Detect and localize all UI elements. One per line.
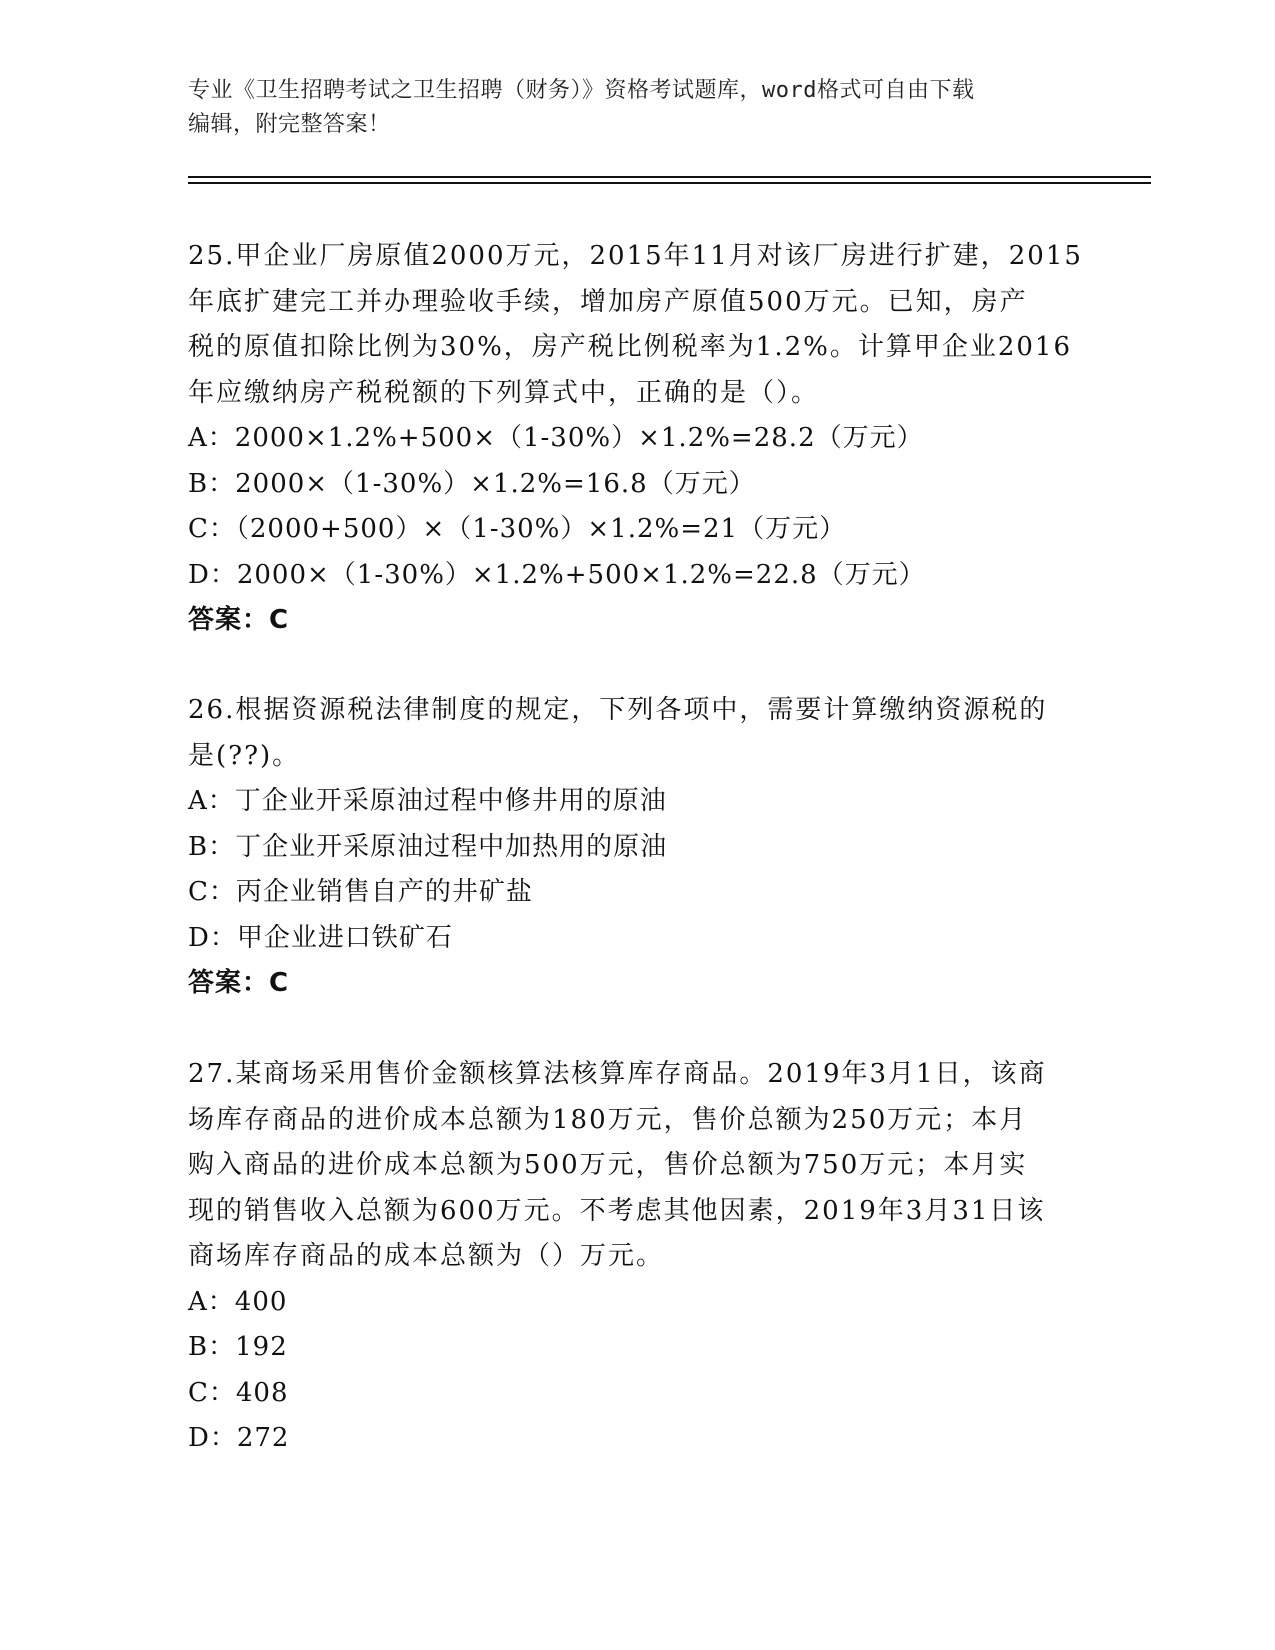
header-line-1: 专业《卫生招聘考试之卫生招聘（财务）》资格考试题库，word格式可自由下载 xyxy=(188,78,975,103)
option-c: C：（2000+500）×（1-30%）×1.2%=21（万元） xyxy=(188,514,847,544)
option-c: C：408 xyxy=(188,1377,289,1408)
stem-line: 27.某商场采用售价金额核算法核算库存商品。2019年3月1日，该商 xyxy=(188,1059,1047,1089)
stem-line: 购入商品的进价成本总额为500万元，售价总额为750万元；本月实 xyxy=(188,1150,1028,1180)
option-a: A：丁企业开采原油过程中修井用的原油 xyxy=(188,786,667,816)
stem-line: 场库存商品的进价成本总额为180万元，售价总额为250万元；本月 xyxy=(188,1104,1028,1135)
stem-line: 26.根据资源税法律制度的规定，下列各项中，需要计算缴纳资源税的 xyxy=(188,695,1048,725)
stem-line: 年应缴纳房产税税额的下列算式中，正确的是（）。 xyxy=(188,377,820,408)
option-a: A：2000×1.2%+500×（1-30%）×1.2%=28.2（万元） xyxy=(188,423,924,453)
stem-line: 商场库存商品的成本总额为（）万元。 xyxy=(188,1241,665,1271)
answer: 答案：C xyxy=(188,968,290,998)
option-a: A：400 xyxy=(188,1286,288,1317)
document-header xyxy=(188,74,1068,142)
question-26 xyxy=(188,688,1088,1007)
header-divider-top xyxy=(188,176,1151,178)
stem-line: 年底扩建完工并办理验收手续，增加房产原值500万元。已知，房产 xyxy=(188,286,1028,317)
stem-line: 是(??)。 xyxy=(188,740,301,771)
option-d: D：2000×（1-30%）×1.2%+500×1.2%=22.8（万元） xyxy=(188,559,926,590)
option-d: D：272 xyxy=(188,1423,290,1453)
stem-line: 现的销售收入总额为600万元。不考虑其他因素，2019年3月31日该 xyxy=(188,1195,1046,1226)
option-b: B：192 xyxy=(188,1332,288,1362)
option-b: B：2000×（1-30%）×1.2%=16.8（万元） xyxy=(188,468,756,499)
option-c: C：丙企业销售自产的井矿盐 xyxy=(188,877,533,907)
question-27 xyxy=(188,1052,1088,1462)
stem-line: 税的原值扣除比例为30%，房产税比例税率为1.2%。计算甲企业2016 xyxy=(188,332,1073,362)
header-divider-bottom xyxy=(188,182,1151,184)
answer: 答案：C xyxy=(188,605,290,635)
option-b: B：丁企业开采原油过程中加热用的原油 xyxy=(188,831,668,862)
question-stem xyxy=(188,234,1088,416)
question-stem xyxy=(188,688,1088,779)
question-25 xyxy=(188,234,1088,644)
header-line-2: 编辑，附完整答案！ xyxy=(188,112,391,137)
stem-line: 25.甲企业厂房原值2000万元，2015年11月对该厂房进行扩建，2015 xyxy=(188,241,1083,271)
option-d: D：甲企业进口铁矿石 xyxy=(188,922,453,953)
question-stem xyxy=(188,1052,1088,1280)
